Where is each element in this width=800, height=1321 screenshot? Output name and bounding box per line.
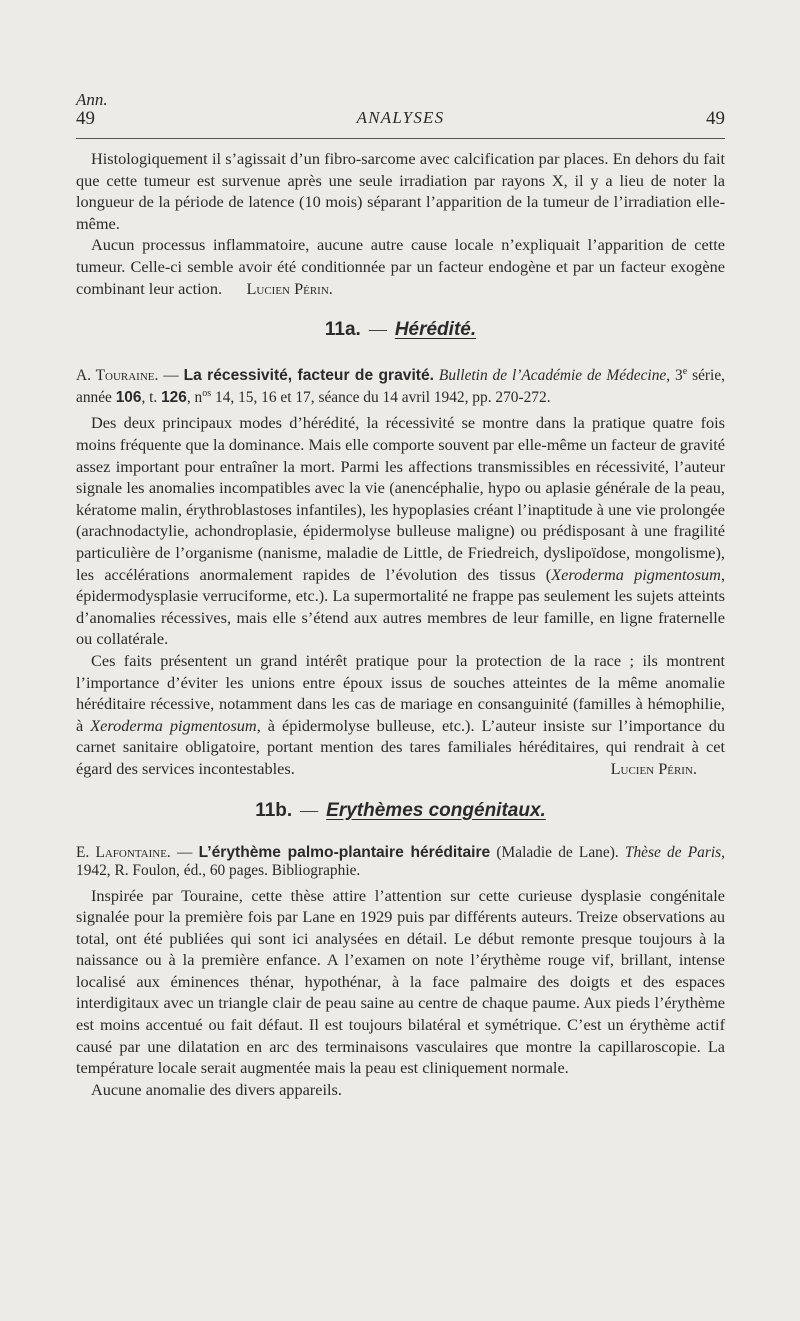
section-b-paragraph-2: Aucune anomalie des divers appareils. — [91, 1079, 342, 1099]
page-number-left: 49 — [76, 108, 95, 129]
section-title: Erythèmes congénitaux. — [326, 799, 546, 821]
ref-journal: Bulletin de l’Académie de Médecine, — [438, 367, 671, 385]
section-heading-11a — [76, 319, 725, 341]
ref-year: 106 — [115, 389, 142, 407]
ref-series-rest: série, année — [76, 367, 725, 407]
section-a-p2-text: Ces faits présentent un grand intérêt pratique pour la protection de la race ; ils montrent l’importance d’éviter les unions entre époux issus de souches atteintes de la même anomalie héréditaire récessive, notamment dans les cas de mariage en consanguinité (familles à hémophilie, à — [76, 650, 725, 735]
ref-rest: 1942, R. Foulon, éd., 60 pages. Bibliographie. — [76, 861, 361, 879]
ref-tome: 126 — [161, 389, 187, 407]
running-header — [76, 88, 725, 136]
ref-series-sup: e — [682, 366, 688, 378]
ref-dash: — — [163, 367, 179, 385]
section-number: 11a. — [324, 319, 361, 341]
section-number: 11b. — [255, 799, 293, 821]
section-a-p2-end: , à épidermolyse bulleuse, etc.). L’auteur insiste sur l’importance du carnet sanitaire obligatoire, portant mention des tares familiales héréditaires, qui rendrait à cet égard des services incontestables. — [76, 715, 725, 778]
section-a-signature: Lucien Périn. — [610, 758, 697, 778]
section-a-paragraph-2 — [76, 650, 725, 780]
intro-paragraph-2 — [76, 234, 725, 299]
reference-touraine — [76, 363, 725, 407]
intro-signature: Lucien Périn. — [246, 278, 333, 298]
running-title: ANALYSES — [356, 108, 445, 127]
ref-author: A. Touraine. — [76, 367, 159, 385]
section-a-p2-italic: Xeroderma pigmentosum — [90, 715, 257, 735]
ref-article-title: L’érythème palmo-plantaire héréditaire — [198, 843, 491, 861]
ref-rest: 14, 15, 16 et 17, séance du 14 avril 1942, pp. 270-272. — [215, 389, 551, 407]
intro-paragraph-2-text: Aucun processus inflammatoire, aucune autre cause locale n’expliquait l’apparition de cette tumeur. Celle-ci semble avoir été conditionnée par un facteur endogène et par un facteur exogène combinant leur action. — [76, 235, 725, 298]
section-a-p1-end: , épidermodysplasie verruciforme, etc.). La supermortalité ne frappe pas seulement les sujets atteints d’anomalies récessives, mais elle s’étend aux autres membres de leur famille, en ligne fraternelle ou collatérale. — [76, 564, 726, 649]
ref-series-num: 3 — [675, 367, 683, 385]
header-rule — [76, 138, 725, 139]
intro-paragraph-1: Histologiquement il s’agissait d’un fibro-sarcome avec calcification par places. En dehors du fait que cette tumeur est survenue après une seule irradiation par rayons X, il y a lieu de noter la longueur de la période de latence (10 mois) séparant l’apparition de la tumeur de l’irradiation elle-même. — [76, 149, 725, 233]
ref-tome-pre: , t. — [141, 389, 158, 407]
section-dash: — — [300, 799, 319, 820]
ref-dash: — — [177, 843, 193, 861]
ref-author: E. Lafontaine. — [76, 843, 171, 861]
ref-article-title: La récessivité, facteur de gravité. — [183, 367, 434, 385]
section-a-p1-italic: Xeroderma pigmentosum — [551, 564, 721, 584]
ref-nos: n — [194, 389, 203, 407]
section-a-p1-text: Des deux principaux modes d’hérédité, la récessivité se montre dans la pratique quatre fois moins fréquente que la dominance. Mais elle comporte souvent par elle-même un facteur de gravité assez important pour entraîner la mort. Parmi les affections transmissibles en récessivité, l’auteur signale les anomalies incompatibles avec la vie (anencéphalie, hypo ou aplasie générale de la peau, kératome malin, érythroblastoses infantiles), les hypoplasies créant l’inaptitude à une vie prolongée (arachnodactylie, achondroplasie, épidermolyse bulleuse maligne) ou prédisposant à une fragilité particulière de l’organisme (nanisme, maladie de Little, de Friedreich, dyslipoïdose, mongolisme), les accélérations anormalement rapides de l’évolution des tissus ( — [76, 413, 725, 584]
section-dash: — — [368, 319, 387, 340]
section-heading-11b — [76, 800, 725, 822]
ref-paren: (Maladie de Lane). — [496, 843, 619, 861]
ref-these: Thèse de Paris, — [624, 843, 725, 861]
section-a-paragraph-1 — [76, 412, 725, 650]
ref-nos-sup: os — [202, 388, 212, 400]
page-number-right: 49 — [706, 108, 725, 129]
section-title: Hérédité. — [394, 319, 477, 341]
ref-nos-pre: , — [186, 389, 191, 407]
reference-lafontaine — [76, 844, 725, 880]
page-body — [76, 148, 725, 1100]
header-annotation: Ann. — [76, 90, 108, 109]
section-b-paragraph-1: Inspirée par Touraine, cette thèse attire l’attention sur cette curieuse dysplasie congénitale signalée pour la première fois par Lane en 1929 puis par différents auteurs. Treize observations au total, ont été publiées qui sont ici analysées en détail. Le début remonte presque toujours à la naissance ou à la première enfance. A l’examen on note l’érythème rouge vif, brillant, intense localisé aux éminences thénar, hypothénar, à la face palmaire des doigts et des espaces interdigitaux avec un triangle clair de peau saine au centre de chaque paume. Aux pieds l’érythème est moins accentué ou fait défaut. Il est toujours bilatéral et symétrique. C’est un érythème actif causé par une dilatation en arc des terminaisons vasculaires que montre la capillaroscopie. La température locale serait augmentée mais la peau est cliniquement normale. — [76, 885, 725, 1078]
